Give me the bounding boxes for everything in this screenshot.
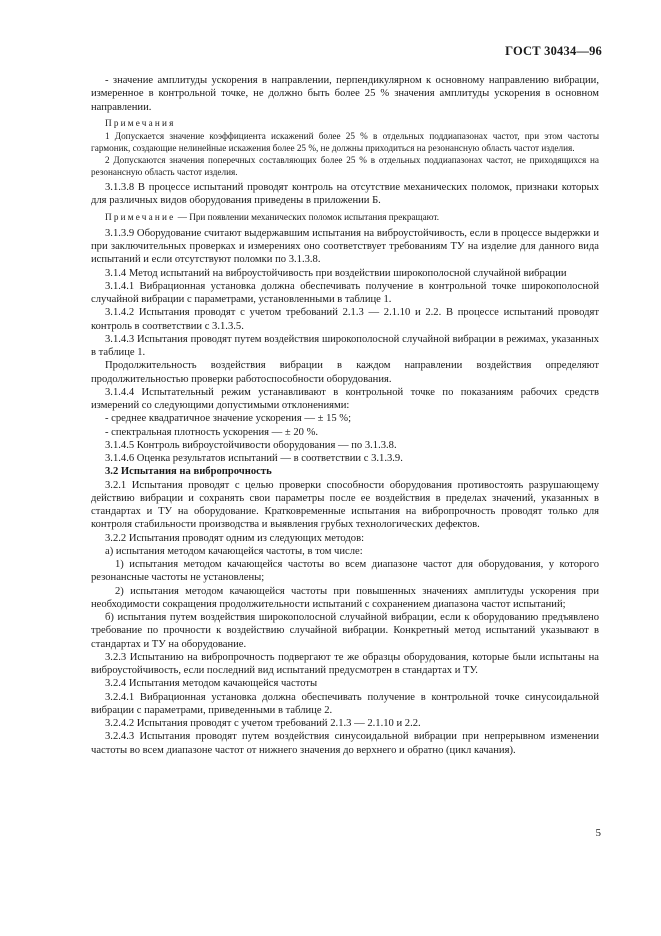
paragraph: 3.1.4.1 Вибрационная установка должна обеспечивать получение в контрольной точке широкополосной случайной вибрации с параметрами, установленными в таблице 1. [91,280,599,305]
note-line [91,211,599,224]
paragraph: 3.2.4.3 Испытания проводят путем воздействия синусоидальной вибрации при непрерывном изменении частоты во всем диапазоне частот от нижнего значения до верхнего и обратно (цикл качания). [91,731,599,756]
section-heading: 3.2.4 Испытания методом качающейся частоты [105,678,318,690]
note-item: 1 Допускается значение коэффициента искажений более 25 % в отдельных поддиапазонах частот, при этом частоты гармоник, создающие нелинейные искажения более 25 %, не должны приходиться на резонансную область частот изделия. [91,131,599,153]
paragraph: 3.1.4.5 Контроль виброустойчивости оборудования — по 3.1.3.8. [105,439,397,451]
note-label: Примечание [105,211,176,222]
paragraph: 3.1.4.3 Испытания проводят путем воздействия широкополосной случайной вибрации в режимах, указанных в таблице 1. [91,333,599,358]
list-item: б) испытания путем воздействия широкополосной случайной вибрации, если к оборудованию предъявлено требование по прочности к воздействию случайной вибрации. Конкретный метод испытаний указывают в стандартах и ТУ на оборудование. [91,612,599,650]
section-heading-bold: 3.2 Испытания на вибропрочность [105,466,272,478]
paragraph: 3.2.1 Испытания проводят с целью проверки способности оборудования противостоять разрушающему действию вибрации и сохранять свои параметры после ее воздействия в пределах значений, указанных в стандартах и ТУ на оборудование. Кратковременные испытания на вибропрочность проводят только для контроля стабильности производства и выявления грубых технологических дефектов. [91,479,599,531]
paragraph: 3.1.4.4 Испытательный режим устанавливают в контрольной точке по показаниям рабочих средств измерений со следующими допустимыми отклонениями: [91,386,599,411]
paragraph: 3.1.4.2 Испытания проводят с учетом требований 2.1.3 — 2.1.10 и 2.2. В процессе испытаний проводят контроль в соответствии с 3.1.3.5. [91,307,599,332]
paragraph: 3.2.2 Испытания проводят одним из следующих методов: [105,532,365,544]
list-item: - спектральная плотность ускорения — ± 20 %. [105,426,319,438]
note-text: — При появлении механических поломок испытания прекращают. [177,211,440,222]
page-number: 5 [595,827,601,839]
note-item: 2 Допускаются значения поперечных составляющих более 25 % в отдельных поддиапазонах частот, не приходящихся на резонансную область частот изделия. [91,155,599,177]
paragraph: 3.2.4.2 Испытания проводят с учетом требований 2.1.3 — 2.1.10 и 2.2. [105,718,421,729]
document-body [91,74,599,757]
paragraph: - значение амплитуды ускорения в направлении, перпендикулярном к основному направлению вибрации, измеренное в контрольной точке, не должно быть более 25 % значения амплитуды ускорения в основном направлении. [91,75,599,113]
list-item: 2) испытания методом качающейся частоты при повышенных значениях амплитуды ускорения при необходимости сокращения продолжительности испытаний с сохранением диапазона частот испытаний; [91,585,599,610]
list-item: 1) испытания методом качающейся частоты во всем диапазоне частот для оборудования, у которого резонансные частоты не установлены; [91,559,599,584]
paragraph: 3.1.3.9 Оборудование считают выдержавшим испытания на виброустойчивость, если в процессе выдержки и при заключительных проверках и измерениях оно соответствует требованиям ТУ на изделие для данного вида испытаний и если отсутствуют поломки по 3.1.3.8. [91,227,599,266]
document-header: ГОСТ 30434—96 [505,44,602,58]
paragraph: Продолжительность воздействия вибрации в каждом направлении воздействия определяют продолжительностью проверки работоспособности оборудования. [91,360,599,385]
notes-heading: Примечания [105,117,176,128]
paragraph: 3.2.3 Испытанию на вибропрочность подвергают те же образцы оборудования, которые были испытаны на виброустойчивость, если последний вид испытаний предусмотрен в стандартах и ТУ. [91,651,599,676]
section-heading: 3.1.4 Метод испытаний на виброустойчивость при воздействии широкополосной случайной вибрации [105,267,567,279]
list-item: а) испытания методом качающейся частоты, в том числе: [105,545,363,557]
paragraph: 3.1.4.6 Оценка результатов испытаний — в соответствии с 3.1.3.9. [105,453,403,464]
paragraph: 3.1.3.8 В процессе испытаний проводят контроль на отсутствие механических поломок, признаки которых для различных видов оборудования приведены в приложении Б. [91,182,599,207]
list-item: - среднее квадратичное значение ускорения — ± 15 %; [105,413,352,425]
paragraph: 3.2.4.1 Вибрационная установка должна обеспечивать получение в контрольной точке синусоидальной вибрации с параметрами, приведенными в таблице 2. [91,691,599,716]
